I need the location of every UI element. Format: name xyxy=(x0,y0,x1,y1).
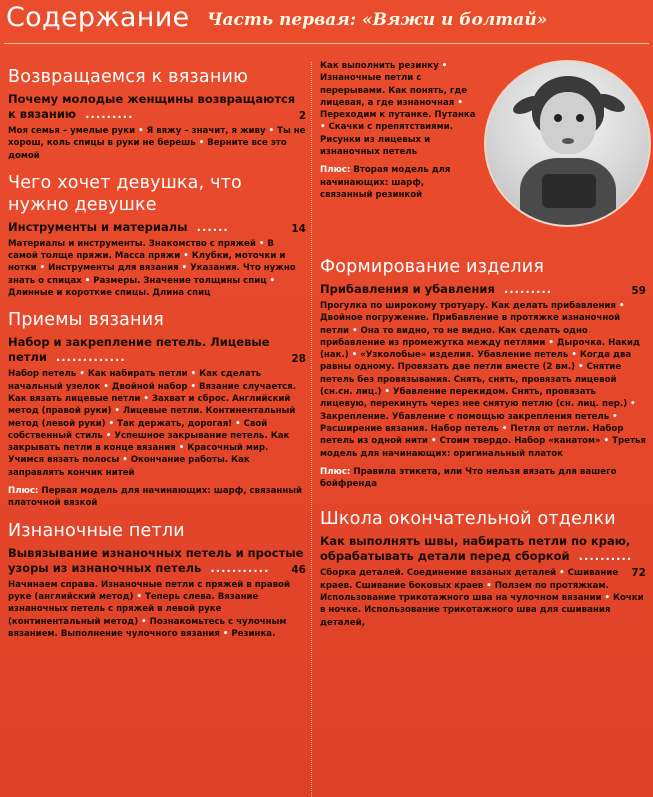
header-rule xyxy=(4,43,649,44)
continuation-column xyxy=(320,58,478,201)
bullet: • xyxy=(630,399,636,410)
plus-label: Плюс: xyxy=(8,486,39,497)
plus-label: Плюс: xyxy=(320,466,351,477)
bullet: • xyxy=(122,455,128,466)
bullet: • xyxy=(268,126,275,136)
section-returning xyxy=(8,66,306,162)
leader-dots: ......... xyxy=(498,282,553,296)
chapter-title: Прибавления и убавления xyxy=(320,282,495,296)
header xyxy=(0,0,653,40)
chapter-topics: Набор петель • Как набирать петли • Как сделать начальный узелок • Двойной набор • Вязание случается. Как вязать лицевые петли • Захват и сброс. Английский метод (правой руки) • Лицевые петли. Континентальный метод (левой руки) • Так держать, дорогая! • Свой собственный стиль • Успешное закрывание петель. Как закрывать петли в конце вязания • Красочный мир. Учимся вязать полосы • Окончание работы. Как заправлять кончик нитей xyxy=(8,369,297,478)
bullet: • xyxy=(603,436,610,447)
bullet: • xyxy=(183,251,189,262)
chapter-entry[interactable] xyxy=(8,220,306,235)
column-divider xyxy=(311,62,313,797)
section-title: Формирование изделия xyxy=(320,257,545,277)
bullet: • xyxy=(181,263,188,274)
bullet: • xyxy=(320,122,326,133)
photo-shape xyxy=(540,92,596,154)
photo-shape xyxy=(542,174,596,208)
page-number: 72 xyxy=(631,567,646,580)
bullet: • xyxy=(501,423,508,434)
left-column xyxy=(8,58,306,640)
bullet: • xyxy=(190,369,197,380)
plus-note xyxy=(320,466,646,491)
photo-shape xyxy=(562,138,574,144)
leader-dots: ......... xyxy=(80,107,134,121)
leader-dots: ............. xyxy=(50,350,126,365)
page-number: 28 xyxy=(291,353,306,366)
bullet: • xyxy=(198,138,205,149)
photo-shape xyxy=(576,114,584,122)
part-title: Часть первая: «Вяжи и болтай» xyxy=(207,10,548,30)
bullet: • xyxy=(39,263,46,274)
bullet: • xyxy=(105,430,112,441)
chapter-topics: Начинаем справа. Изнаночные петли с пряжей в правой руке (английский метод) • Теперь слева. Вязание изнаночных петель с пряжей в левой руке (континентальный метод) • Познакомьтесь с чулочным вязанием. Выполнение чулочного вязания • Резинка. xyxy=(8,579,290,639)
bullet: • xyxy=(138,126,144,136)
bullet: • xyxy=(571,350,577,361)
bullet: • xyxy=(108,418,115,429)
bullet: • xyxy=(430,436,437,447)
bullet: • xyxy=(235,418,241,429)
bullet: • xyxy=(352,325,358,336)
plus-text: Первая модель для начинающих: шарф, связанный платочной вязкой xyxy=(8,486,303,509)
section-shaping xyxy=(320,256,646,490)
plus-text: Вторая модель для начинающих: шарф, связанный резинкой xyxy=(320,165,451,200)
bullet: • xyxy=(258,238,265,249)
bullet: • xyxy=(351,350,358,361)
bullet: • xyxy=(384,387,390,398)
section-title: Чего хочет девушка, что нужно девушке xyxy=(8,172,242,215)
bullet: • xyxy=(269,275,276,286)
bullet: • xyxy=(114,406,120,417)
section-knitting-techniques xyxy=(8,309,306,509)
plus-text: Правила этикета, или Что нельзя вязать для вашего бойфренда xyxy=(320,466,617,490)
bullet: • xyxy=(578,362,584,373)
leader-dots: ........... xyxy=(205,560,270,575)
bullet: • xyxy=(486,580,492,591)
bullet: • xyxy=(178,443,185,454)
chapter-entry[interactable] xyxy=(8,335,306,365)
bullet: • xyxy=(618,301,625,311)
section-title: Приемы вязания xyxy=(8,310,165,331)
section-title: Изнаночные петли xyxy=(8,520,185,541)
bullet: • xyxy=(103,381,109,392)
chapter-title: Как выполнять швы, набирать петли по краю, обрабатывать детали перед сборкой xyxy=(320,534,631,564)
leader-dots: ...... xyxy=(191,219,229,234)
section-what-girl-wants xyxy=(8,172,306,299)
right-column xyxy=(320,256,646,629)
leader-dots: .......... xyxy=(573,549,633,564)
chapter-entry[interactable] xyxy=(320,534,646,580)
bullet: • xyxy=(143,393,149,404)
chapter-title: Инструменты и материалы xyxy=(8,219,188,234)
bullet: • xyxy=(604,593,610,604)
girl-photo xyxy=(484,60,651,227)
page-number: 46 xyxy=(291,563,306,576)
bullet: • xyxy=(441,61,448,71)
bullet: • xyxy=(559,568,565,579)
bullet: • xyxy=(79,369,85,380)
chapter-title: Вывязывание изнаночных петель и простые узоры из изнаночных петель xyxy=(8,545,304,575)
section-title: Школа окончательной отделки xyxy=(320,509,616,530)
bullet: • xyxy=(141,616,147,627)
chapter-title: Набор и закрепление петель. Лицевые петли xyxy=(8,335,270,365)
chapter-topics: Моя семья – умелые руки • Я вяжу – значит, я живу • Ты не хорош, коль спицы в руки не берешь • Верните все это домой xyxy=(8,126,306,161)
bullet: • xyxy=(457,97,463,108)
section-title: Возвращаемся к вязанию xyxy=(8,67,249,87)
plus-note xyxy=(320,164,478,201)
section-purl-stitches xyxy=(8,520,306,640)
chapter-title: Почему молодые женщины возвращаются к вязанию xyxy=(8,92,296,121)
chapter-topics-continued: Как выполнить резинку • Изнаночные петли с перерывами. Как понять, где лицевая, а где изнаночная • Переходим к путанке. Путанка • Скачки с препятствиями. Рисунки из лицевых и изнаночных петель xyxy=(320,61,476,158)
chapter-topics: Прогулка по широкому тротуару. Как делать прибавления • Двойное погружение. Прибавление в протяжке изнаночной петли • Она то видно, то не видно. Как сделать одно прибавление из промежутка между петлями • Дырочка. Накид (нак.) • «Узколобые» изделия. Убавление петель • Когда два равны одному. Провязать две петли вместе (2 вм.) • Снятие петель без провязывания. Снять, снять, провязать лицевой (сн.сн. лиц.) • Убавление перекидом. Снять, провязать лицевую, перекинуть через нее снятую петлю (сн. лиц. пер.) • Закрепление. Убавление с помощью закрепления петель • Расширение вязания. Набор петель • Петля от петли. Набор петель из одной нити • Стоим твердо. Набор «канатом» • Третья модель для начинающих: оригинальный платок xyxy=(320,301,646,459)
bullet: • xyxy=(136,591,142,602)
page-number: 59 xyxy=(631,285,646,297)
chapter-entry[interactable] xyxy=(8,546,306,576)
page-title: Содержание xyxy=(6,2,190,33)
plus-label: Плюс: xyxy=(320,165,351,176)
bullet: • xyxy=(222,628,229,639)
page-number: 2 xyxy=(298,110,306,122)
chapter-entry[interactable] xyxy=(8,92,306,122)
chapter-entry[interactable] xyxy=(320,282,646,297)
page-number: 14 xyxy=(291,222,306,235)
chapter-topics: Материалы и инструменты. Знакомство с пряжей • В самой толще пряжи. Масса пряжи • Клубки, моточки и нотки • Инструменты для вязания • Указания. Что нужно знать о спицах • Размеры. Значение толщины спиц • Длинные и короткие спицы. Длина спиц xyxy=(8,238,296,299)
bullet: • xyxy=(612,411,618,422)
plus-note xyxy=(8,485,306,510)
section-finishing-school xyxy=(320,508,646,628)
chapter-topics: Сборка деталей. Соединение вязаных деталей • Сшивание краев. Сшивание боковых краев • Ползем по протяжкам. Использование трикотажного шва на чулочном вязании • Кочки в ночке. Использование трикотажного шва для сшивания деталей, xyxy=(320,568,644,628)
photo-shape xyxy=(554,114,562,122)
bullet: • xyxy=(84,275,91,286)
bullet: • xyxy=(190,381,196,392)
bullet: • xyxy=(548,337,554,348)
